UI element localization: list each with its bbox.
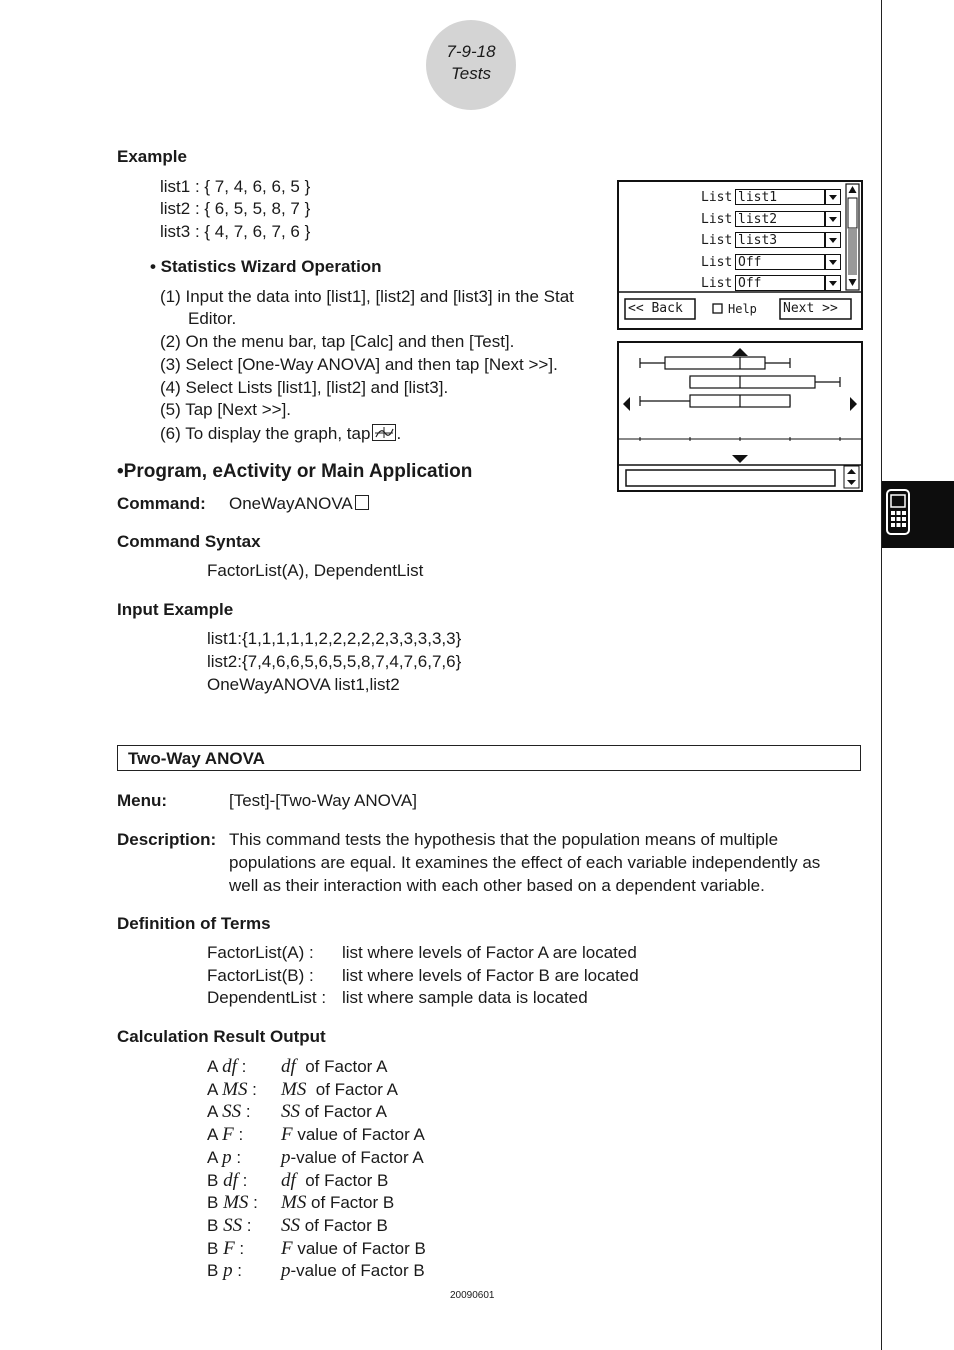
factor-prefix: A: [207, 1125, 223, 1145]
output-desc: [281, 1215, 388, 1237]
description-label: Description:: [117, 830, 217, 849]
output-key: [207, 1192, 258, 1214]
output-desc: [281, 1124, 425, 1146]
term-name: FactorList(B) :: [207, 966, 314, 985]
term-name: DependentList :: [207, 988, 327, 1007]
chevron-down-icon: [826, 212, 840, 226]
output-desc: [281, 1147, 424, 1169]
factor-prefix: A: [207, 1102, 223, 1122]
term-name: FactorList(A) :: [207, 943, 314, 962]
section-name: Tests: [450, 64, 491, 83]
stat-symbol: df: [281, 1169, 296, 1191]
input-example-heading: Input Example: [117, 600, 234, 619]
stat-symbol: MS: [281, 1078, 307, 1100]
output-text: of Factor B: [306, 1193, 395, 1213]
output-key: [207, 1238, 244, 1260]
graph-icon: [372, 424, 396, 441]
term-desc: list where levels of Factor A are located: [342, 943, 637, 962]
output-key: [207, 1079, 257, 1101]
scroll-up-icon[interactable]: [732, 348, 748, 356]
colon: :: [233, 1125, 244, 1145]
colon: :: [248, 1193, 258, 1213]
output-text: of Factor B: [300, 1215, 388, 1235]
term-desc: list where sample data is located: [342, 988, 588, 1007]
stat-symbol: MS: [281, 1192, 307, 1214]
step-text: (6) To display the graph, tap: [160, 424, 371, 443]
list-select[interactable]: [735, 254, 825, 270]
list-line: list1 : { 7, 4, 6, 6, 5 }: [160, 177, 311, 196]
footer-code: 20090601: [450, 1290, 495, 1301]
scroll-thumb[interactable]: [848, 198, 857, 228]
stat-symbol: p: [223, 1260, 233, 1282]
output-key: [207, 1056, 246, 1078]
step: Editor.: [188, 309, 237, 328]
stat-symbol: df: [222, 1056, 237, 1077]
chevron-down-icon: [826, 276, 840, 290]
dropdown-button[interactable]: [825, 232, 841, 248]
input-line: list2:{7,4,6,6,5,6,5,5,8,7,4,7,6,7,6}: [207, 652, 462, 671]
output-key: [207, 1147, 241, 1169]
factor-prefix: B: [207, 1238, 224, 1258]
list-line: list2 : { 6, 5, 5, 8, 7 }: [160, 199, 311, 218]
list-select-value: list2: [738, 211, 778, 227]
scroll-track: [848, 229, 857, 275]
colon: :: [247, 1079, 257, 1099]
output-desc: [281, 1238, 426, 1260]
example-heading: Example: [117, 147, 187, 166]
list-label: List: [701, 211, 733, 227]
step: (5) Tap [Next >>].: [160, 400, 292, 419]
scroll-left-icon[interactable]: [623, 397, 630, 411]
output-key: [207, 1215, 252, 1237]
step: (1) Input the data into [list1], [list2] and [list3] in the Stat: [160, 287, 574, 306]
factor-prefix: B: [207, 1261, 224, 1281]
dropdown-button[interactable]: [825, 275, 841, 291]
output-desc: [281, 1056, 387, 1078]
next-button-label[interactable]: Next >>: [783, 301, 838, 316]
page-number: 7-9-18: [446, 42, 496, 61]
definition-heading: Definition of Terms: [117, 914, 271, 933]
boxplot-3: [640, 395, 790, 407]
input-line: OneWayANOVA list1,list2: [207, 675, 400, 694]
output-text: of Factor A: [300, 1102, 387, 1122]
chevron-down-icon: [826, 190, 840, 204]
scroll-right-icon[interactable]: [850, 397, 857, 411]
list-select[interactable]: [735, 275, 825, 291]
boxplot-graph: [619, 343, 861, 490]
description-line: This command tests the hypothesis that the population means of multiple: [229, 830, 779, 849]
menu-label: Menu:: [117, 791, 168, 810]
output-text: -value of Factor B: [290, 1261, 425, 1281]
output-desc: [281, 1079, 398, 1101]
stat-symbol: F: [223, 1237, 235, 1259]
boxplot-screen: [617, 341, 863, 492]
stat-symbol: MS: [222, 1078, 248, 1100]
list-select-value: Off: [738, 254, 762, 270]
back-button-label[interactable]: << Back: [628, 301, 683, 316]
colon: :: [241, 1102, 251, 1122]
output-key: [207, 1101, 251, 1123]
stat-symbol: SS: [281, 1101, 300, 1123]
output-desc: [281, 1101, 387, 1123]
section-title-box: [117, 745, 861, 771]
output-desc: [281, 1170, 388, 1192]
colon: :: [231, 1147, 242, 1167]
factor-prefix: B: [207, 1215, 224, 1235]
list-select[interactable]: [735, 189, 825, 205]
calculator-icon: [882, 481, 954, 548]
description-line: well as their interaction with each other based on a dependent variable.: [229, 876, 765, 895]
chapter-tab: [882, 481, 954, 548]
syntax-heading: Command Syntax: [117, 532, 261, 551]
output-desc: [281, 1192, 394, 1214]
command-label: Command:: [117, 494, 206, 513]
output-key: [207, 1124, 243, 1146]
list-select[interactable]: [735, 232, 825, 248]
output-desc: [281, 1260, 425, 1282]
step: (4) Select Lists [list1], [list2] and [list3].: [160, 378, 449, 397]
stat-symbol: F: [281, 1237, 293, 1259]
output-heading: Calculation Result Output: [117, 1027, 326, 1046]
factor-prefix: B: [207, 1193, 224, 1213]
chevron-down-icon: [826, 233, 840, 247]
iqr-box: [690, 376, 815, 388]
dropdown-button[interactable]: [825, 254, 841, 270]
boxplot-2: [690, 376, 840, 388]
chevron-down-icon: [826, 255, 840, 269]
margin-rule: [881, 0, 882, 1350]
stat-symbol: SS: [222, 1101, 242, 1123]
factor-prefix: A: [207, 1079, 223, 1099]
output-text: value of Factor A: [292, 1125, 425, 1145]
stat-symbol: p: [281, 1146, 291, 1168]
output-text: of Factor A: [306, 1079, 398, 1099]
list-select-value: Off: [738, 276, 762, 291]
output-key: [207, 1170, 247, 1192]
stat-symbol: df: [223, 1169, 238, 1191]
step: (2) On the menu bar, tap [Calc] and then [Test].: [160, 332, 515, 351]
list-label: List: [701, 233, 733, 248]
stat-symbol: MS: [223, 1192, 249, 1214]
stat-symbol: p: [222, 1146, 232, 1168]
stat-symbol: SS: [281, 1214, 300, 1236]
list-selection-screen: [617, 180, 863, 330]
colon: :: [236, 1057, 247, 1076]
factor-prefix: A: [207, 1057, 223, 1076]
message-input[interactable]: [626, 470, 835, 486]
page-badge: [426, 20, 516, 110]
list-select[interactable]: [735, 211, 825, 227]
list-select-value: list1: [738, 190, 778, 205]
dropdown-button[interactable]: [825, 211, 841, 227]
command-name: OneWayANOVA: [229, 494, 353, 513]
description-line: populations are equal. It examines the effect of each variable independently as: [229, 853, 821, 872]
output-text: of Factor B: [295, 1170, 389, 1190]
syntax-value: FactorList(A), DependentList: [207, 561, 424, 580]
colon: :: [232, 1261, 243, 1281]
scroll-down-icon[interactable]: [732, 455, 748, 463]
stat-symbol: F: [281, 1124, 293, 1146]
wizard-heading: • Statistics Wizard Operation: [150, 257, 382, 276]
step-graph: [160, 424, 401, 444]
output-key: [207, 1260, 242, 1282]
boxplot-1: [640, 357, 790, 369]
stat-symbol: SS: [223, 1214, 243, 1236]
term-desc: list where levels of Factor B are located: [342, 966, 639, 985]
step-period: .: [396, 424, 402, 443]
list-label: List: [701, 254, 733, 270]
help-label: Help: [728, 302, 757, 316]
stat-symbol: F: [222, 1124, 234, 1146]
program-heading: •Program, eActivity or Main Application: [117, 461, 473, 482]
section-title: Two-Way ANOVA: [128, 749, 265, 768]
colon: :: [234, 1238, 245, 1258]
command-value: [229, 494, 369, 514]
list-label: List: [701, 190, 733, 205]
colon: :: [237, 1170, 248, 1190]
output-text: of Factor A: [295, 1057, 388, 1076]
list-label: List: [701, 276, 733, 291]
output-text: -value of Factor A: [290, 1147, 424, 1167]
colon: :: [242, 1215, 252, 1235]
list-line: list3 : { 4, 7, 6, 7, 6 }: [160, 222, 311, 241]
help-checkbox[interactable]: [713, 304, 722, 313]
factor-prefix: B: [207, 1170, 224, 1190]
output-text: value of Factor B: [292, 1238, 426, 1258]
dropdown-button[interactable]: [825, 189, 841, 205]
menu-value: [Test]-[Two-Way ANOVA]: [229, 791, 417, 810]
iqr-box: [665, 357, 765, 369]
stat-symbol: p: [281, 1260, 291, 1282]
factor-prefix: A: [207, 1147, 223, 1167]
list-select-value: list3: [738, 233, 778, 248]
stat-symbol: df: [281, 1056, 296, 1077]
step: (3) Select [One-Way ANOVA] and then tap [Next >>].: [160, 355, 558, 374]
input-line: list1:{1,1,1,1,1,2,2,2,2,2,3,3,3,3,3}: [207, 629, 462, 648]
space-box-icon: [355, 495, 369, 510]
